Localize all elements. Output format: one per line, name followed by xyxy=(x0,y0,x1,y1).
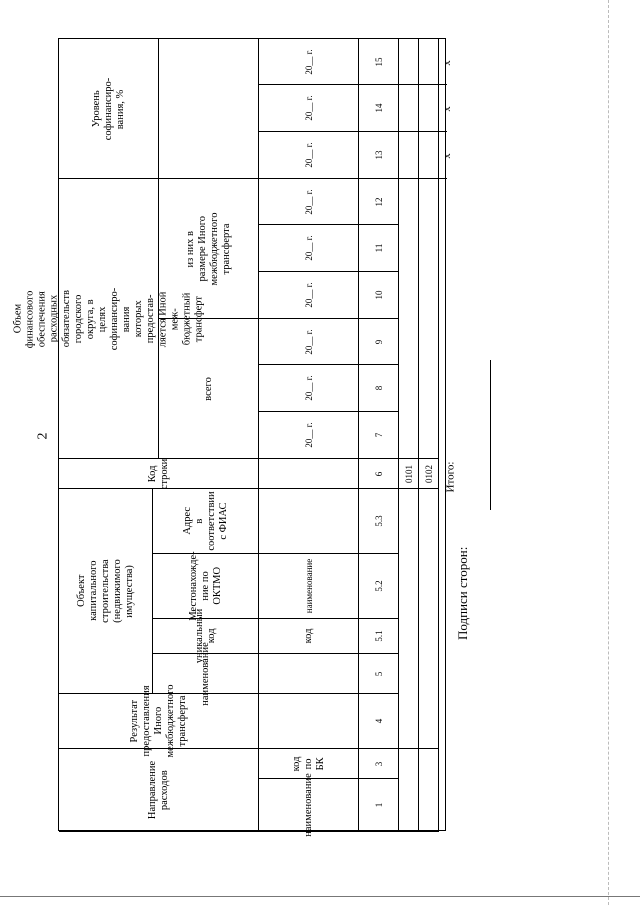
hdr-row-code: Код строки xyxy=(59,459,259,489)
row2-c13 xyxy=(419,132,439,179)
num-14: 14 xyxy=(359,85,399,132)
hdr-blank-6 xyxy=(259,459,359,489)
hdr-year-13: 20__ г. xyxy=(259,132,359,179)
x-mark-14: x xyxy=(440,106,453,112)
hdr-object: Объект капитального строительства (недвижимого имущества) xyxy=(59,489,153,694)
hdr-dir-code: код по БК xyxy=(259,749,359,779)
x-mark-13: x xyxy=(440,153,453,159)
row-code-0102: 0102 xyxy=(419,459,439,489)
num-5-3: 5.3 xyxy=(359,489,399,554)
num-11: 11 xyxy=(359,225,399,272)
hdr-vol-total: всего xyxy=(159,319,259,459)
num-12: 12 xyxy=(359,179,399,225)
hdr-obj-name: наименование xyxy=(153,654,259,694)
hdr-direction: Направление расходов xyxy=(59,749,259,832)
hdr-dir-name: наименование xyxy=(259,779,359,832)
hdr-blank-53 xyxy=(259,489,359,554)
x-mark-15: x xyxy=(440,60,453,66)
row2-c14 xyxy=(419,85,439,132)
page-number: 2 xyxy=(35,432,51,440)
num-4: 4 xyxy=(359,694,399,749)
num-8: 8 xyxy=(359,365,399,412)
signature-label: Подписи сторон: xyxy=(455,546,470,640)
num-15: 15 xyxy=(359,39,399,85)
row2-obj xyxy=(419,489,439,749)
hdr-obj-code: уникальный код xyxy=(153,619,259,654)
hdr-year-10: 20__ г. xyxy=(259,272,359,319)
hdr-cofin-sub xyxy=(159,39,259,179)
hdr-cofin: Уровень софинансиро- вания, % xyxy=(59,39,159,179)
row1-dir xyxy=(399,749,419,832)
num-5-2: 5.2 xyxy=(359,554,399,619)
row2-vol xyxy=(419,179,439,459)
num-3: 3 xyxy=(359,749,399,779)
page-edge xyxy=(608,0,609,905)
row2-dir xyxy=(419,749,439,832)
row1-c13 xyxy=(399,132,419,179)
row2-c15 xyxy=(419,39,439,85)
hdr-loc-code: код xyxy=(259,619,359,654)
num-5: 5 xyxy=(359,654,399,694)
hdr-year-8: 20__ г. xyxy=(259,365,359,412)
row1-vol xyxy=(399,179,419,459)
hdr-year-15: 20__ г. xyxy=(259,39,359,85)
total-label: Итого: xyxy=(444,461,457,493)
hdr-address: Адрес в соответствии с ФИАС xyxy=(153,489,259,554)
num-9: 9 xyxy=(359,319,399,365)
num-6: 6 xyxy=(359,459,399,489)
num-5-1: 5.1 xyxy=(359,619,399,654)
hdr-volume: Объем финансового обеспечения расходных обязательств городского округа, в целях софинансиро- вания которых предостав- ляется Иной меж- бюджетный трансферт xyxy=(59,179,159,459)
scan-bar xyxy=(0,896,640,897)
hdr-year-14: 20__ г. xyxy=(259,85,359,132)
hdr-blank-5 xyxy=(259,654,359,694)
hdr-result: Результат предоставления Иного межбюджетного трансферта xyxy=(59,694,259,749)
row1-c15 xyxy=(399,39,419,85)
row1-obj xyxy=(399,489,419,749)
financing-table xyxy=(12,38,457,837)
num-10: 10 xyxy=(359,272,399,319)
hdr-year-9: 20__ г. xyxy=(259,319,359,365)
row-code-0101: 0101 xyxy=(399,459,419,489)
hdr-location: Местонахожде- ние по ОКТМО xyxy=(153,554,259,619)
num-13: 13 xyxy=(359,132,399,179)
hdr-loc-name: наименование xyxy=(259,554,359,619)
row1-c14 xyxy=(399,85,419,132)
hdr-year-12: 20__ г. xyxy=(259,179,359,225)
hdr-vol-incl: из них в размере Иного межбюджетного трансферта xyxy=(159,179,259,319)
hdr-blank-4 xyxy=(259,694,359,749)
num-7: 7 xyxy=(359,412,399,459)
hdr-year-11: 20__ г. xyxy=(259,225,359,272)
signature-line xyxy=(490,360,491,510)
hdr-year-7: 20__ г. xyxy=(259,412,359,459)
num-2: 1 xyxy=(359,779,399,832)
